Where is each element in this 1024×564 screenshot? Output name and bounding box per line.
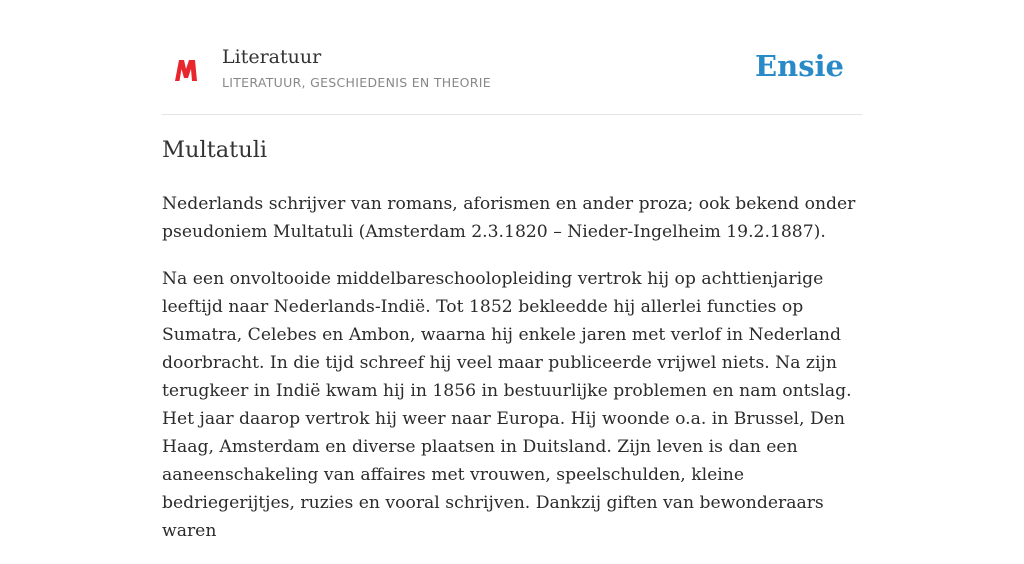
article-title: Multatuli (162, 137, 268, 163)
m-logo-icon[interactable] (174, 58, 198, 82)
site-subtitle: LITERATUUR, GESCHIEDENIS EN THEORIE (222, 75, 491, 90)
article-paragraph-biography: Na een onvoltooide middelbareschoolopleiding vertrok hij op achttienjarige leeftijd naar Nederlands-Indië. Tot 1852 bekleedde hij allerlei functies op Sumatra, Celebes en Ambon, waarna hij enkele jaren met verlof in Nederland doorbracht. In die tijd schreef hij veel maar publiceerde vrijwel niets. Na zijn terugkeer in Indië kwam hij in 1856 in bestuurlijke problemen en nam ontslag. Het jaar daarop vertrok hij weer naar Europa. Hij woonde o.a. in Brussel, Den Haag, Amsterdam en diverse plaatsen in Duitsland. Zijn leven is dan een aaneenschakeling van affaires met vrouwen, speelschulden, kleine bedriegerijtjes, ruzies en vooral schrijven. Dankzij giften van bewonderaars waren (162, 269, 852, 541)
article-body (162, 190, 866, 564)
article-paragraph-intro: Nederlands schrijver van romans, aforismen en ander proza; ook bekend onder pseudoniem Multatuli (Amsterdam 2.3.1820 – Nieder-Ingelheim 19.2.1887). (162, 194, 856, 242)
site-header (162, 0, 862, 115)
brand-logo[interactable]: Ensie (755, 49, 844, 83)
site-title[interactable]: Literatuur (222, 46, 322, 68)
